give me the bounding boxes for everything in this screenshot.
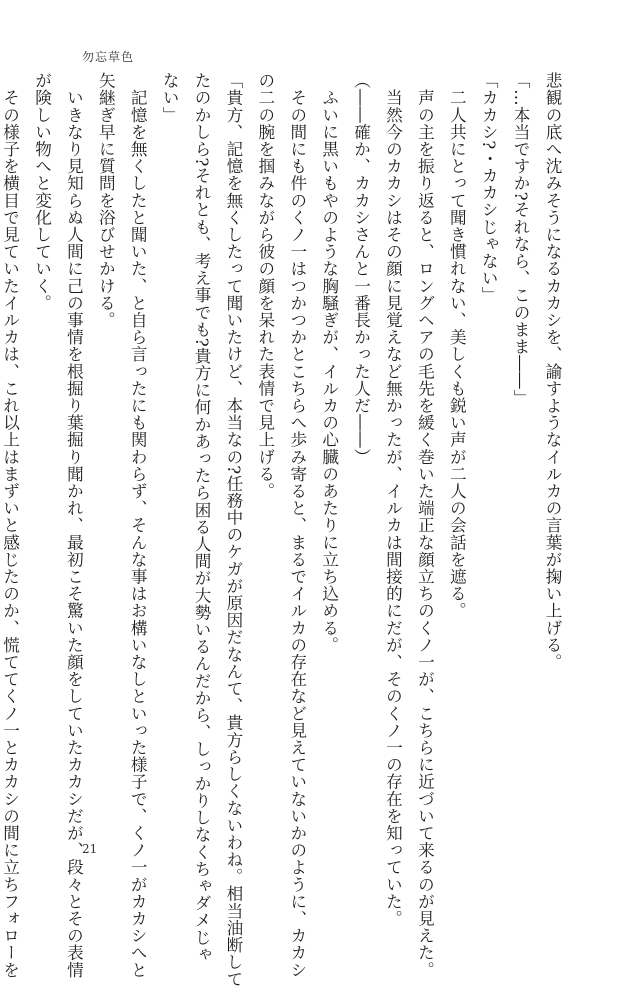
text-line: 「…本当ですか?それなら、このまま――」 — [511, 72, 531, 407]
page-number: 21 — [82, 842, 98, 856]
text-line: いきなり見知らぬ人間に己の事情を根掘り葉掘り聞かれ、最初こそ驚いた顔をしていたカカシだが、段々とその表情 — [64, 72, 84, 979]
text-line: が険しい物へと変化していく。 — [32, 72, 52, 312]
text-line: ふいに黒いもやのような胸騒ぎが、イルカの心臓のあたりに立ち込める。 — [319, 72, 339, 654]
text-line: たのかしら?それとも、考え事でも?貴方に何かあったら困る人間が大勢いるんだから、しっかりしなくちゃダメじゃ — [192, 72, 212, 963]
running-header-title: 勿忘草色 — [82, 50, 135, 64]
text-line: ない」 — [160, 72, 180, 124]
text-line: 声の主を振り返ると、ロングヘアの毛先を緩く巻いた端正な顔立ちのくノ一が、こちらに近づいて来るのが見えた。 — [415, 72, 435, 979]
text-line: （――確か、カカシさんと一番長かった人だ――） — [351, 72, 371, 466]
text-line: 「貴方、記憶を無くしたって聞いたけど、本当なの?任務中のケガが原因だなんて、貴方らしくないわね。相当油断して — [223, 72, 243, 988]
text-line: 矢継ぎ早に質問を浴びせかける。 — [96, 72, 116, 329]
text-line: 「カカシ?・カカシじゃない」 — [479, 72, 499, 304]
text-line: 記憶を無くしたと聞いた、と自ら言ったにも関わらず、そんな事はお構いなしといった様子で、くノ一がカカシへと — [128, 72, 148, 979]
text-line: その様子を横目で見ていたイルカは、これ以上はまずいと感じたのか、慌ててくノ一とカカシの間に立ちフォローを — [0, 72, 20, 979]
text-line: 当然今のカカシはその顔に見覚えなど無かったが、イルカは間接的にだが、そのくノ一の存在を知っていた。 — [383, 72, 403, 927]
text-line: の二の腕を掴みながら彼の顔を呆れた表情で見上げる。 — [255, 72, 275, 500]
text-line: その間にも件のくノ一はつかつかとこちらへ歩み寄ると、まるでイルカの存在など見えていないかのように、カカシ — [287, 72, 307, 979]
text-line: 二人共にとって聞き慣れない、美しくも鋭い声が二人の会話を遮る。 — [447, 72, 467, 620]
text-line: 悲観の底へ沈みそうになるカカシを、諭すようなイルカの言葉が掬い上げる。 — [543, 72, 562, 671]
